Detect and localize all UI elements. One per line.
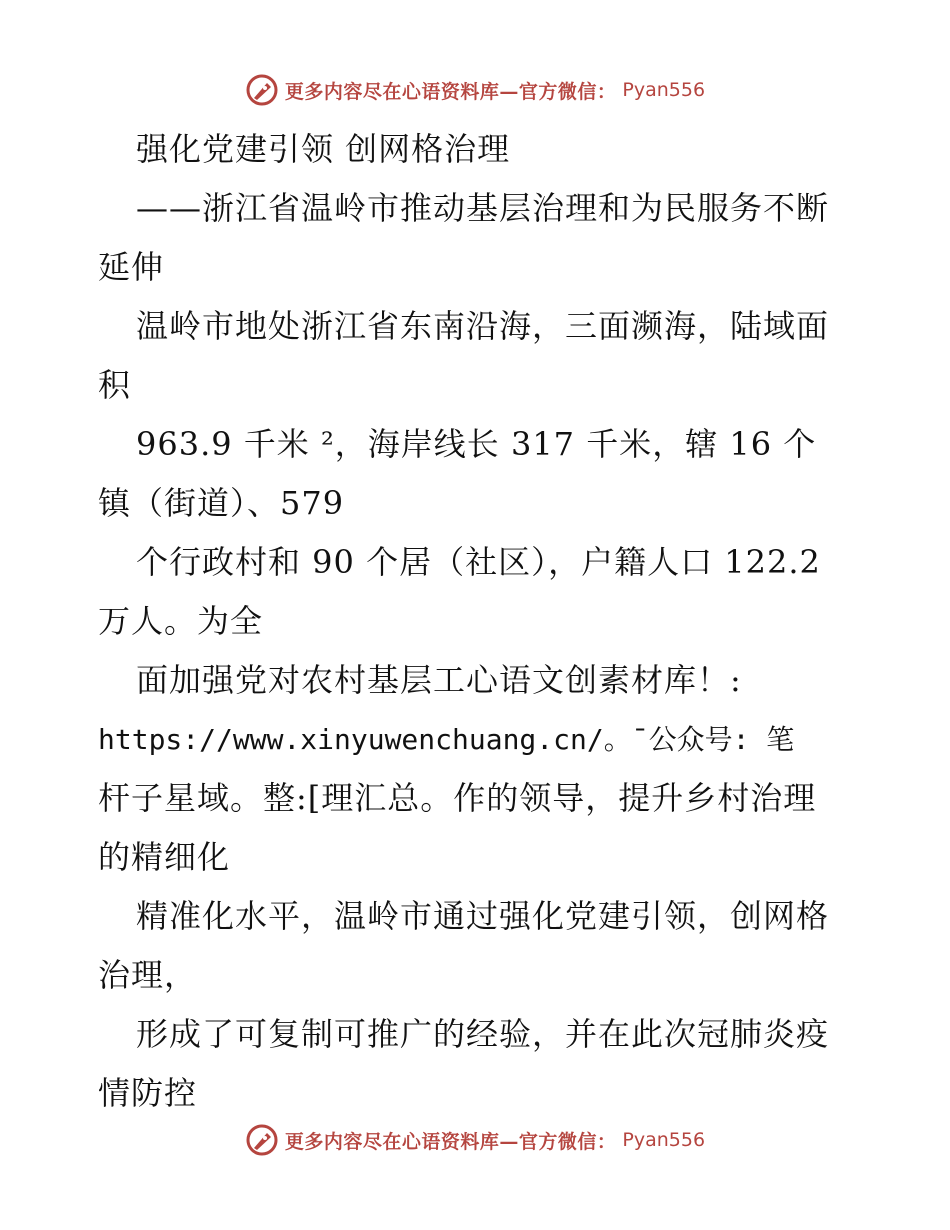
text-line: 杆子星域。整:[理汇总。作的领导，提升乡村治理 — [98, 779, 817, 817]
text-line-url: https://www.xinyuwenchuang.cn/。¯公众号: 笔 — [98, 723, 795, 756]
document-subtitle: ——浙江省温岭市推动基层治理和为民服务不断 — [136, 189, 830, 227]
text-line: 面加强党对农村基层工心语文创素材库！: — [136, 661, 742, 699]
document-body — [98, 120, 858, 1123]
text-line: 形成了可复制可推广的经验，并在此次冠肺炎疫 — [136, 1015, 830, 1053]
pen-nib-logo-icon — [245, 73, 279, 107]
text-line: 情防控 — [98, 1074, 198, 1112]
banner-wechat-id: Pyan556 — [622, 79, 706, 101]
text-line: 精准化水平，温岭市通过强化党建引领，创网格 — [136, 897, 830, 935]
header-banner — [0, 70, 950, 110]
text-line: 万人。为全 — [98, 602, 264, 640]
text-line: 镇（街道）、579 — [98, 484, 345, 522]
text-line: 温岭市地处浙江省东南沿海，三面濒海，陆域面 — [136, 307, 830, 345]
text-line: 治理， — [98, 956, 198, 994]
text-line: 的精细化 — [98, 838, 231, 876]
text-line: 个行政村和 90 个居（社区），户籍人口 122.2 — [136, 543, 821, 581]
text-line: 延伸 — [98, 248, 165, 286]
text-line: 963.9 千米 ²，海岸线长 317 千米，辖 16 个 — [136, 425, 817, 463]
footer-banner — [0, 1120, 950, 1160]
pen-nib-logo-icon — [245, 1123, 279, 1157]
banner-text: 更多内容尽在心语资料库—官方微信： — [284, 80, 617, 103]
text-line: 积 — [98, 366, 132, 404]
document-title: 强化党建引领 创网格治理 — [136, 130, 511, 168]
banner-text: 更多内容尽在心语资料库—官方微信： — [284, 1130, 617, 1153]
banner-wechat-id: Pyan556 — [622, 1129, 706, 1151]
